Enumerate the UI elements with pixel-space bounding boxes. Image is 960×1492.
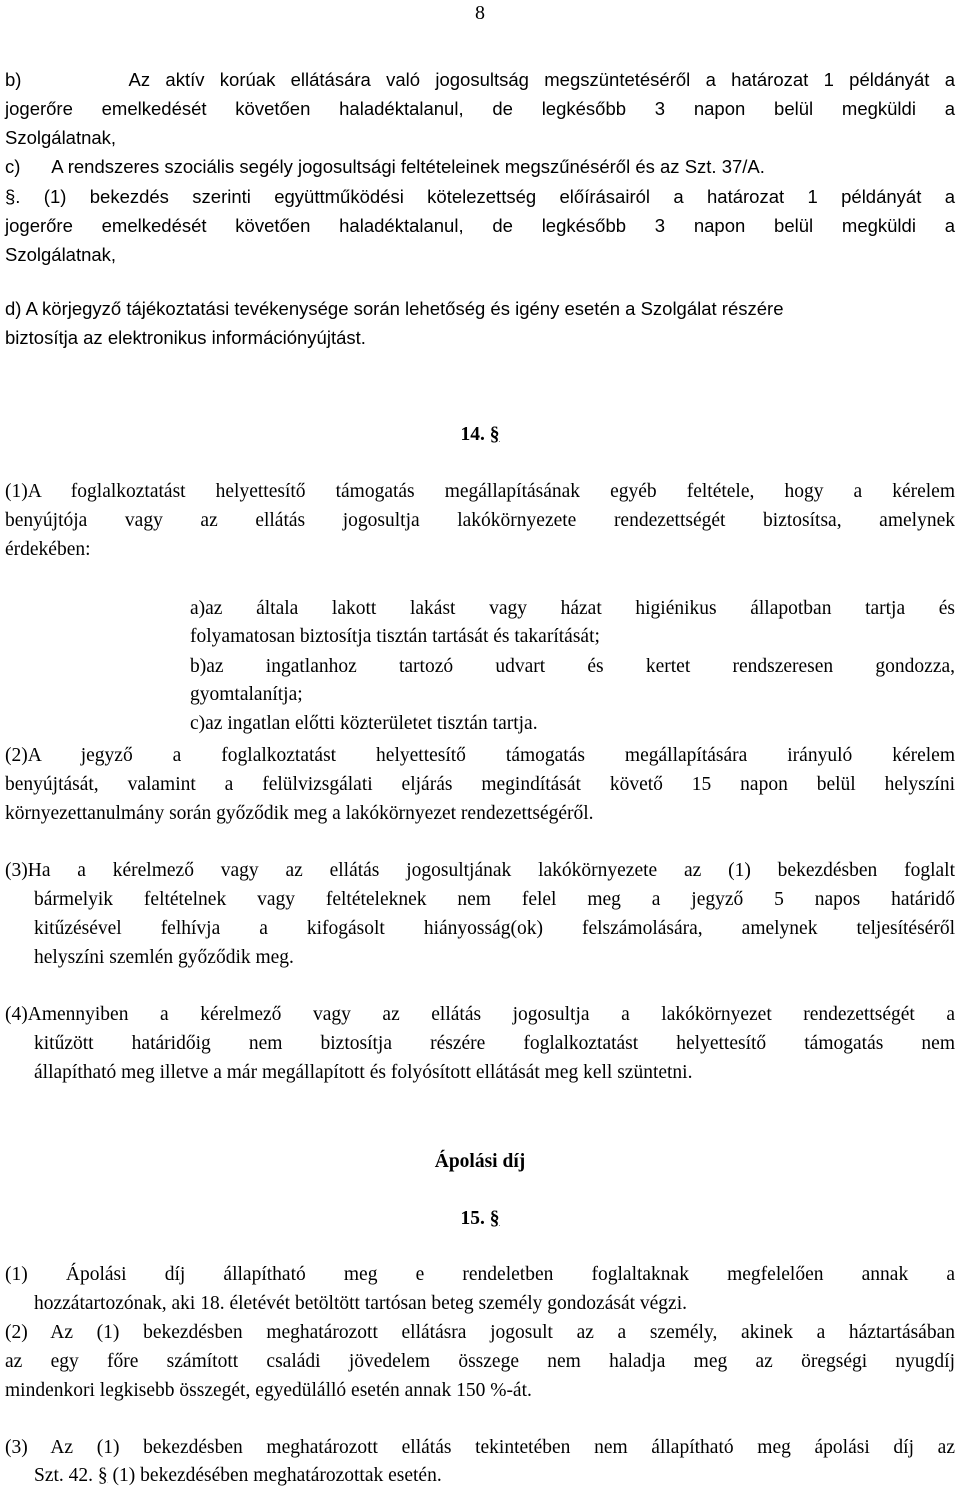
list-item: folyamatosan biztosítja tisztán tartását és takarítását; — [190, 626, 600, 647]
section-title-apolasi-dij: Ápolási díj — [434, 1151, 526, 1172]
text-line: §. (1) bekezdés szerinti együttműködési kötelezettség előírásairól a határozat 1 példányát a — [5, 186, 955, 207]
list-item: b)az ingatlanhoz tartozó udvart és kertet rendszeresen gondozza, — [190, 656, 955, 677]
text-line: (2) Az (1) bekezdésben meghatározott ellátásra jogosult az a személy, akinek a háztartásában — [5, 1322, 955, 1343]
text-line: (3)Ha a kérelmező vagy az ellátás jogosultjának lakókörnyezete az (1) bekezdésben foglalt — [5, 860, 955, 881]
list-item: a)az általa lakott lakást vagy házat higiénikus állapotban tartja és — [190, 598, 955, 619]
text-line: Szolgálatnak, — [5, 127, 117, 148]
list-item: c)az ingatlan előtti közterületet tisztán tartja. — [190, 713, 538, 734]
text-line: (4)Amennyiben a kérelmező vagy az ellátás jogosultja a lakókörnyezet rendezettségét a — [5, 1004, 955, 1025]
section-heading-15: 15. § — [460, 1208, 500, 1229]
text-line: (3) Az (1) bekezdésben meghatározott ellátás tekintetében nem állapítható meg ápolási díj az — [5, 1437, 955, 1458]
text-line: bármelyik feltételnek vagy feltételeknek nem felel meg a jegyző 5 napos határidő — [34, 889, 955, 910]
text-line: kitűzésével felhívja a kifogásolt hiányosság(ok) felszámolására, amelynek teljesítéséről — [34, 918, 955, 939]
text-line: hozzátartozónak, aki 18. életévét betöltött tartósan beteg személy gondozását végzi. — [34, 1293, 687, 1314]
text-line: b) Az aktív korúak ellátására való jogosultság megszüntetéséről a határozat 1 példányát a — [5, 69, 955, 90]
text-line: mindenkori legkisebb összegét, egyedülálló esetén annak 150 %-át. — [5, 1380, 532, 1401]
text-line: (2)A jegyző a foglalkoztatást helyettesítő támogatás megállapítására irányuló kérelem — [5, 745, 955, 766]
text-line: állapítható meg illetve a már megállapított és folyósított ellátását meg kell szüntetni. — [34, 1062, 693, 1083]
text-line: jogerőre emelkedését követően haladéktalanul, de legkésőbb 3 napon belül megküldi a — [5, 215, 955, 236]
section-heading-14: 14. § — [460, 424, 500, 445]
text-line: benyújtását, valamint a felülvizsgálati eljárás megindítását követő 15 napon belül helyszíni — [5, 774, 955, 795]
text-line: (1) Ápolási díj állapítható meg e rendeletben foglaltaknak megfelelően annak a — [5, 1264, 955, 1285]
text-line: biztosítja az elektronikus információnyújtást. — [5, 327, 366, 348]
text-line: környezettanulmány során győződik meg a lakókörnyezet rendezettségéről. — [5, 803, 594, 824]
text-line: kitűzött határidőig nem biztosítja részére foglalkoztatást helyettesítő támogatás nem — [34, 1033, 955, 1054]
text-line: jogerőre emelkedését követően haladéktalanul, de legkésőbb 3 napon belül megküldi a — [5, 98, 955, 119]
text-line: (1)A foglalkoztatást helyettesítő támogatás megállapításának egyéb feltétele, hogy a kérelem — [5, 481, 955, 502]
text-line: Szt. 42. § (1) bekezdésében meghatározottak esetén. — [34, 1465, 442, 1486]
text-line: az egy főre számított családi jövedelem összege nem haladja meg az öregségi nyugdíj — [5, 1351, 955, 1372]
text-line: benyújtója vagy az ellátás jogosultja lakókörnyezete rendezettségét biztosítsa, amelynek — [5, 510, 955, 531]
text-line: Szolgálatnak, — [5, 244, 117, 265]
list-item: gyomtalanítja; — [190, 684, 303, 705]
text-line: d) A körjegyző tájékoztatási tevékenysége során lehetőség és igény esetén a Szolgálat részére — [5, 298, 784, 319]
text-line: helyszíni szemlén győződik meg. — [34, 947, 294, 968]
text-line: c) A rendszeres szociális segély jogosultsági feltételeinek megszűnéséről és az Szt. 37/A. — [5, 156, 765, 177]
page-number: 8 — [475, 2, 485, 24]
text-line: érdekében: — [5, 539, 91, 560]
